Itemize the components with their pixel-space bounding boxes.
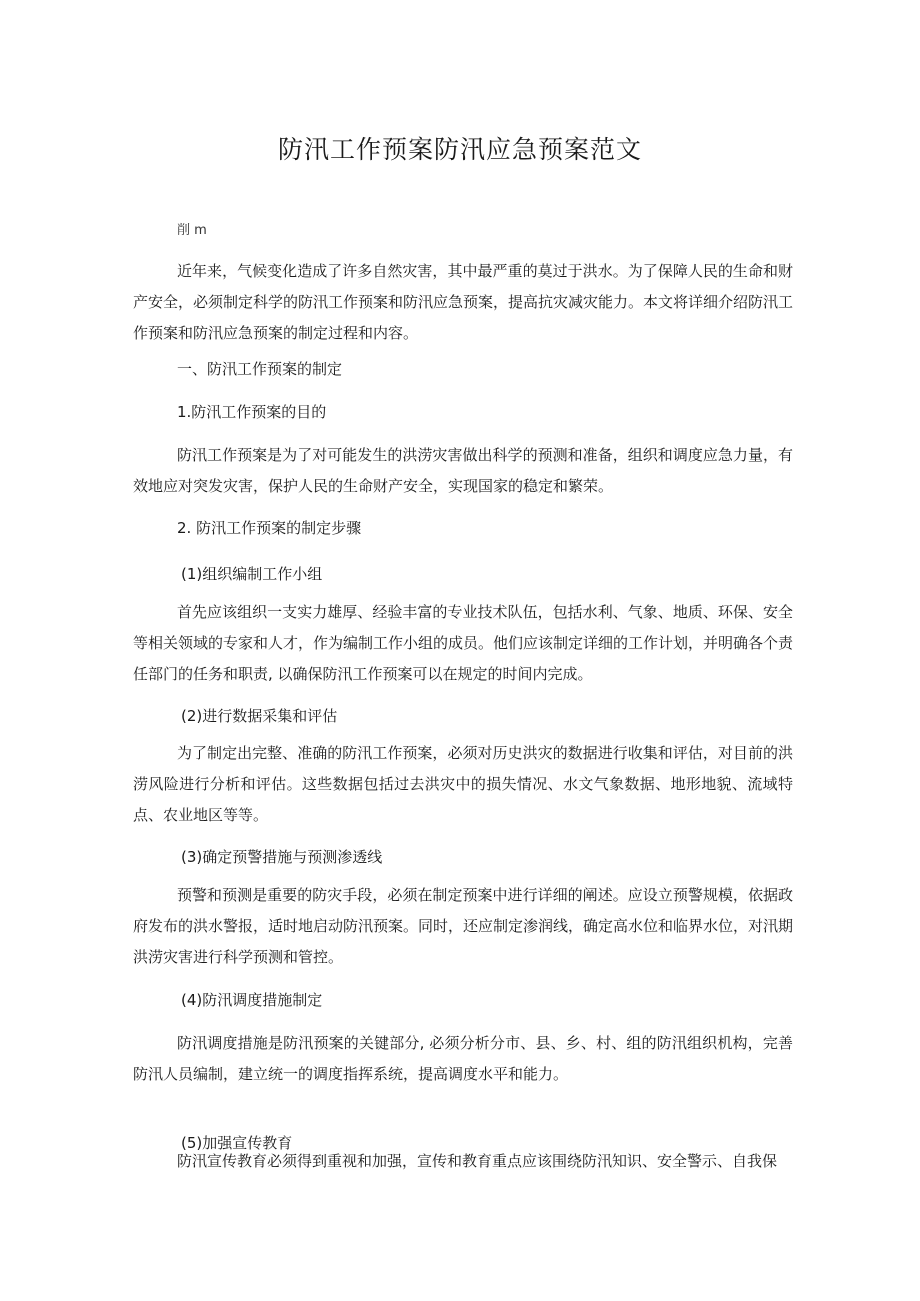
step-3-paragraph: 预警和预测是重要的防灾手段，必须在制定预案中进行详细的阐述。应设立预警规模，依据政府发布的洪水警报，适时地启动防汛预案。同时，还应制定渗润线，确定高水位和临界水位，对汛期洪涝灾害进行科学预测和管控。: [133, 886, 794, 966]
step-4-paragraph: 防汛调度措施是防汛预案的关键部分, 必须分析分市、县、乡、村、组的防汛组织机构，完善防汛人员编制，建立统一的调度指挥系统，提高调度水平和能力。: [133, 1034, 793, 1083]
section-1-heading: 一、防汛工作预案的制定: [177, 360, 343, 378]
section-1-1-paragraph: 防汛工作预案是为了对可能发生的洪涝灾害做出科学的预测和准备，组织和调度应急力量，有效地应对突发灾害，保护人民的生命财产安全，实现国家的稳定和繁荣。: [133, 446, 793, 495]
step-5-heading: (5)加强宣传教育: [181, 1134, 293, 1152]
step-4-heading: (4)防汛调度措施制定: [181, 991, 323, 1009]
step-5-paragraph: 防汛宣传教育必须得到重视和加强，宣传和教育重点应该围绕防汛知识、安全警示、自我保: [177, 1152, 778, 1170]
step-1-heading: (1)组织编制工作小组: [181, 565, 323, 583]
document-label: 削 m: [177, 223, 207, 238]
section-1-1-heading: 1.防汛工作预案的目的: [177, 403, 327, 421]
step-2-heading: (2)进行数据采集和评估: [181, 707, 338, 725]
document-title: 防汛工作预案防汛应急预案范文: [277, 135, 642, 164]
section-1-2-heading: 2. 防汛工作预案的制定步骤: [177, 519, 362, 537]
intro-paragraph: 近年来，气候变化造成了许多自然灾害，其中最严重的莫过于洪水。为了保障人民的生命和财产安全，必须制定科学的防汛工作预案和防汛应急预案，提高抗灾减灾能力。本文将详细介绍防汛工作预案和防汛应急预案的制定过程和内容。: [133, 262, 794, 342]
step-2-paragraph: 为了制定出完整、准确的防汛工作预案，必须对历史洪灾的数据进行收集和评估，对目前的洪涝风险进行分析和评估。这些数据包括过去洪灾中的损失情况、水文气象数据、地形地貌、流域特点、农业地区等等。: [133, 744, 793, 824]
step-3-heading: (3)确定预警措施与预测渗透线: [181, 848, 383, 866]
step-1-paragraph: 首先应该组织一支实力雄厚、经验丰富的专业技术队伍，包括水利、气象、地质、环保、安全等相关领域的专家和人才，作为编制工作小组的成员。他们应该制定详细的工作计划，并明确各个责任部门的任务和职责, 以确保防汛工作预案可以在规定的时间内完成。: [133, 603, 794, 683]
